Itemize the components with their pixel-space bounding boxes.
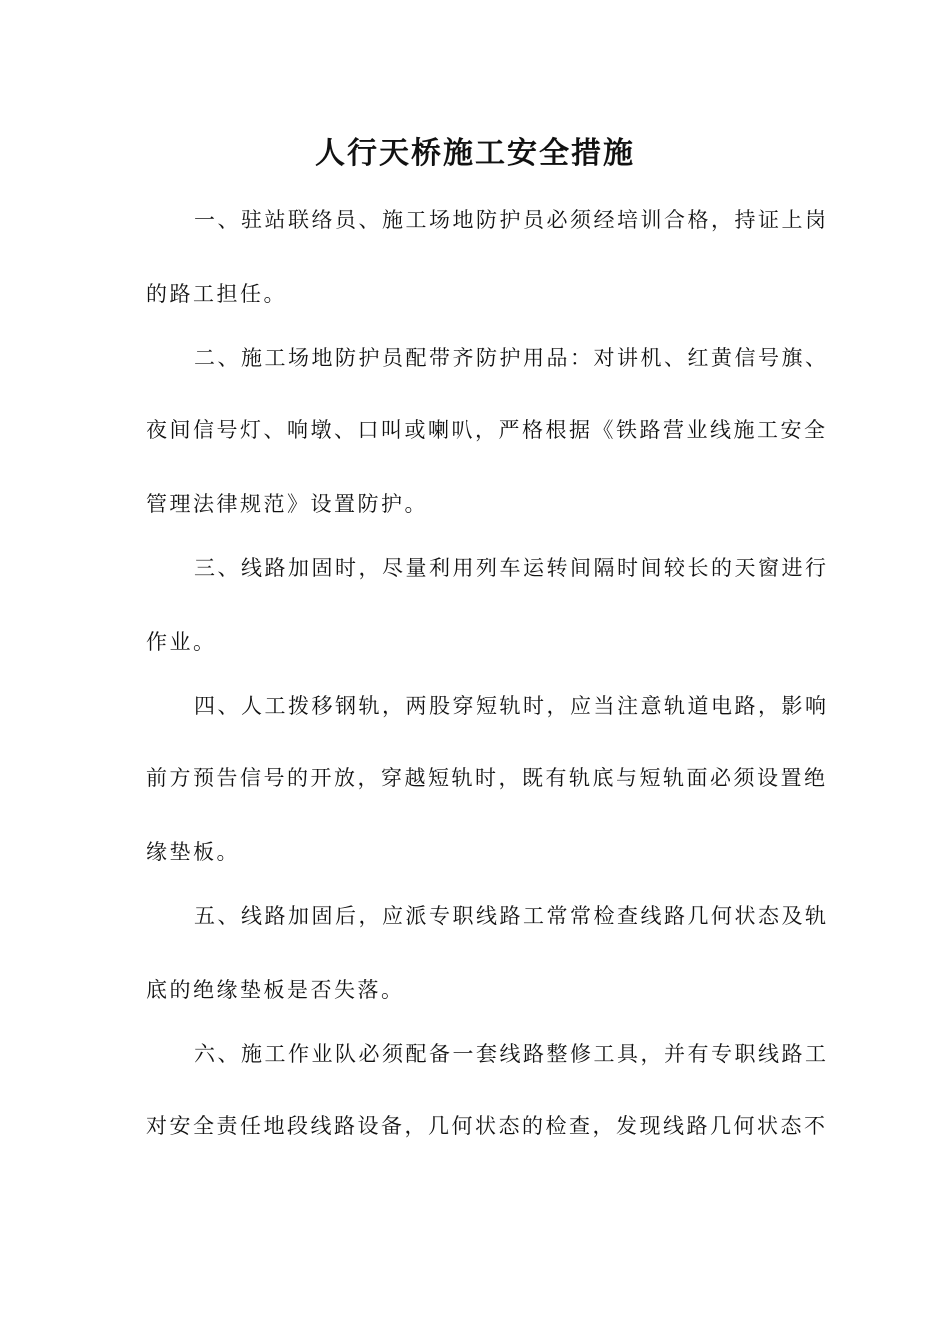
paragraph-4-line-3: 缘垫板。 [146,840,240,864]
paragraph-6-line-1: 六、施工作业队必须配备一套线路整修工具，并有专职线路工 [194,1042,829,1066]
paragraph-4-line-1: 四、人工拨移钢轨，两股穿短轨时，应当注意轨道电路，影响 [194,694,829,718]
paragraph-6-line-2: 对安全责任地段线路设备，几何状态的检查，发现线路几何状态不 [146,1114,828,1138]
paragraph-3-line-1: 三、线路加固时，尽量利用列车运转间隔时间较长的天窗进行 [194,556,829,580]
paragraph-1-line-2: 的路工担任。 [146,282,287,306]
paragraph-2-line-3: 管理法律规范》设置防护。 [146,492,428,516]
paragraph-3-line-2: 作业。 [146,630,217,654]
paragraph-2-line-2: 夜间信号灯、响墩、口叫或喇叭，严格根据《铁路营业线施工安全 [146,418,828,442]
paragraph-4-line-2: 前方预告信号的开放，穿越短轨时，既有轨底与短轨面必须设置绝 [146,766,828,790]
paragraph-5-line-2: 底的绝缘垫板是否失落。 [146,978,405,1002]
document-title: 人行天桥施工安全措施 [315,136,635,171]
paragraph-2-line-1: 二、施工场地防护员配带齐防护用品：对讲机、红黄信号旗、 [194,346,829,370]
paragraph-5-line-1: 五、线路加固后，应派专职线路工常常检查线路几何状态及轨 [194,904,829,928]
paragraph-1-line-1: 一、驻站联络员、施工场地防护员必须经培训合格，持证上岗 [194,208,829,232]
